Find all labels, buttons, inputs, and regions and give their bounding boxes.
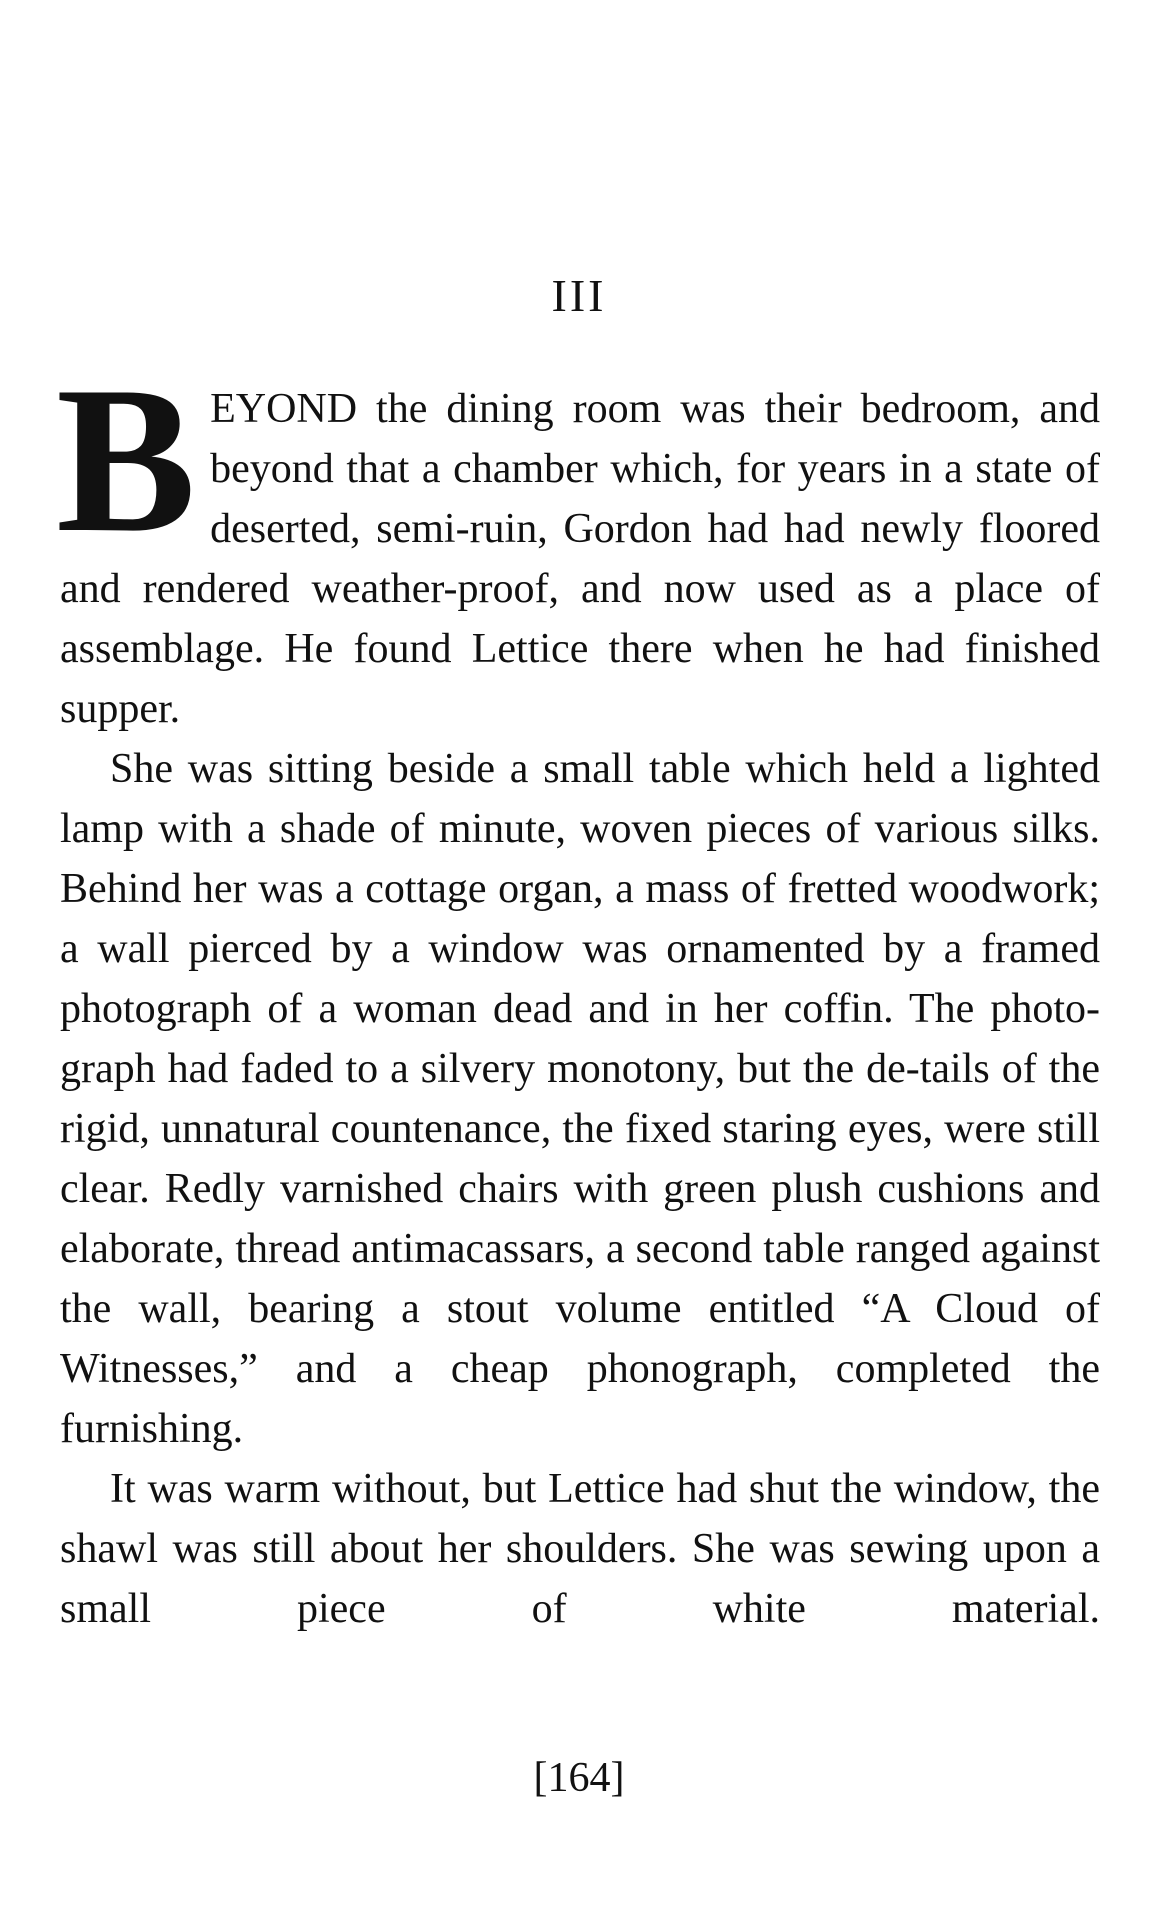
body-text bbox=[56, 344, 1100, 1639]
paragraph-2: She was sitting beside a small table which held a lighted lamp with a shade of minute, woven pieces of various silks. Behind her was a cottage organ, a mass of fretted woodwork; a wall pierced by a window was ornamented by a framed photograph of a woman dead and in her coffin. The photo-graph had faded to a silvery monotony, but the de-tails of the rigid, unnatural countenance, the fixed staring eyes, were still clear. Redly varnished chairs with green plush cushions and elaborate, thread antimacassars, a second table ranged against the wall, bearing a stout volume entitled “A Cloud of Witnesses,” and a cheap phonograph, completed the furnishing. bbox=[60, 746, 1100, 1452]
chapter-heading: III bbox=[551, 270, 607, 321]
drop-cap: B bbox=[56, 344, 197, 576]
paragraph-1 bbox=[56, 344, 1100, 739]
page-number: [164] bbox=[533, 1755, 625, 1801]
paragraph-1-text: EYOND the dining room was their bedroom, and beyond that a chamber which, for years in a state of deserted, semi-ruin, Gordon had had newly floored and rendered weather-proof, and now used as a place of assemblage. He found Lettice there when he had finished supper. bbox=[60, 386, 1100, 732]
paragraph-3: It was warm without, but Lettice had shut the window, the shawl was still about her shoulders. She was sewing upon a small piece of white material. bbox=[60, 1466, 1100, 1632]
